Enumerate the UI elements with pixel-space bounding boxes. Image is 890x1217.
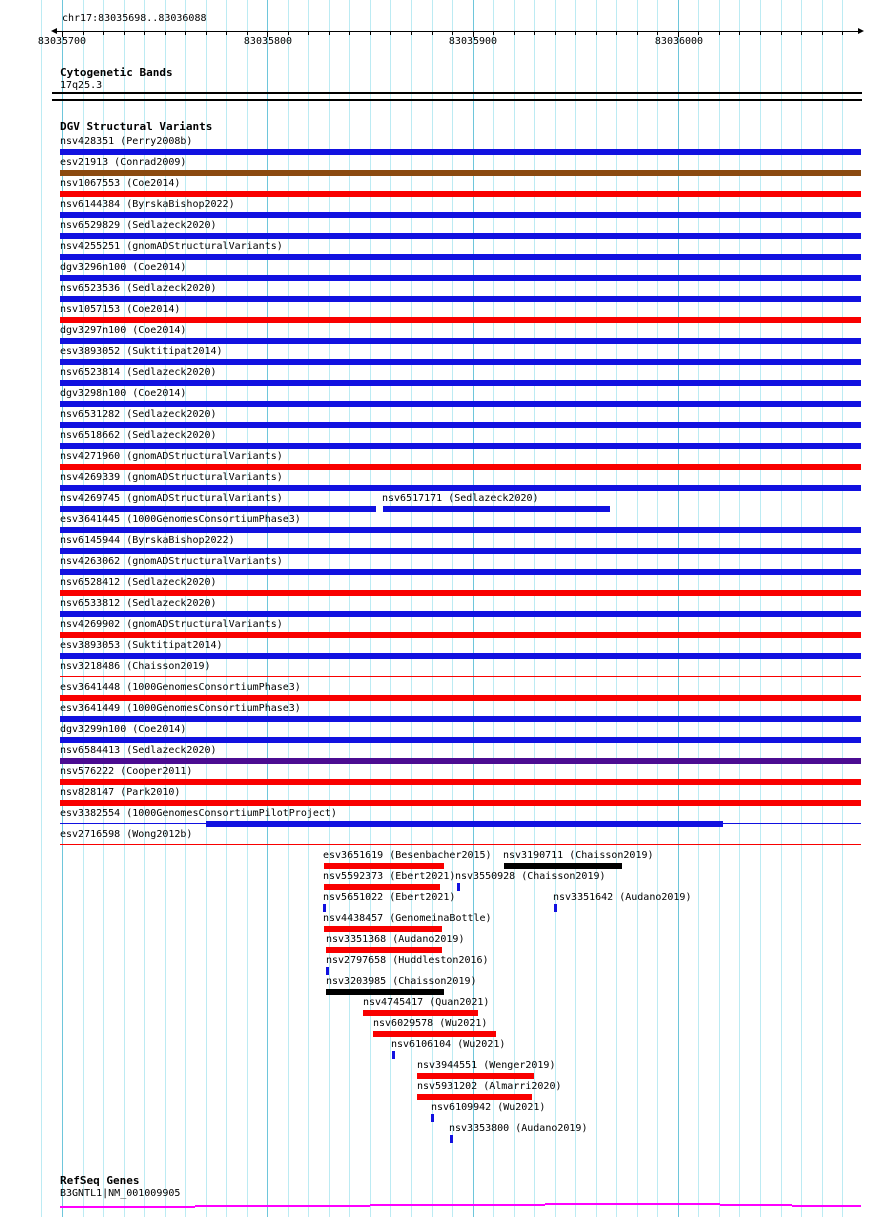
variant-label[interactable]: esv3893052 (Suktitipat2014) bbox=[60, 346, 223, 357]
gridline-minor bbox=[247, 0, 248, 1217]
variant-label[interactable]: dgv3298n100 (Coe2014) bbox=[60, 388, 187, 399]
variant-bar[interactable] bbox=[60, 191, 861, 197]
variant-bar[interactable] bbox=[60, 380, 861, 386]
gridline-minor bbox=[288, 0, 289, 1217]
variant-bar[interactable] bbox=[554, 904, 557, 912]
variant-bar[interactable] bbox=[431, 1114, 434, 1122]
gridline-minor bbox=[781, 0, 782, 1217]
gene-line-segment[interactable] bbox=[720, 1204, 792, 1206]
variant-bar[interactable] bbox=[60, 737, 861, 743]
variant-bar[interactable] bbox=[60, 443, 861, 449]
variant-label[interactable]: esv3641448 (1000GenomesConsortiumPhase3) bbox=[60, 682, 301, 693]
variant-bar[interactable] bbox=[324, 926, 442, 932]
ruler-tick-mark bbox=[308, 31, 309, 35]
ruler-tick-mark bbox=[739, 31, 740, 35]
variant-label[interactable]: nsv6109942 (Wu2021) bbox=[431, 1102, 546, 1113]
ruler-tick-mark bbox=[842, 31, 843, 35]
ruler-tick-mark bbox=[781, 31, 782, 35]
variant-bar[interactable] bbox=[60, 611, 861, 617]
ruler-tick-mark bbox=[411, 31, 412, 35]
variant-bar[interactable] bbox=[60, 800, 861, 806]
variant-bar[interactable] bbox=[323, 904, 326, 912]
refseq-genes-heading: RefSeq Genes bbox=[60, 1174, 140, 1187]
variant-label[interactable]: nsv3550928 (Chaisson2019) bbox=[455, 871, 606, 882]
gridline-minor bbox=[370, 0, 371, 1217]
ruler-tick-mark bbox=[514, 31, 515, 35]
variant-label[interactable]: nsv3944551 (Wenger2019) bbox=[417, 1060, 556, 1071]
variant-label[interactable]: nsv5931202 (Almarri2020) bbox=[417, 1081, 562, 1092]
variant-label[interactable]: nsv4269745 (gnomADStructuralVariants) bbox=[60, 493, 283, 504]
gridline-minor bbox=[822, 0, 823, 1217]
ruler-tick-mark bbox=[637, 31, 638, 35]
gridline-minor bbox=[514, 0, 515, 1217]
gridline-minor bbox=[637, 0, 638, 1217]
variant-bar[interactable] bbox=[324, 863, 444, 869]
variant-bar[interactable] bbox=[504, 863, 622, 869]
gridline-minor bbox=[698, 0, 699, 1217]
gridline-minor bbox=[575, 0, 576, 1217]
ruler-tick-mark bbox=[144, 31, 145, 35]
variant-label[interactable]: nsv3203985 (Chaisson2019) bbox=[326, 976, 477, 987]
variant-bar[interactable] bbox=[60, 254, 861, 260]
cytoband-rect[interactable] bbox=[52, 92, 862, 101]
ruler-tick-mark bbox=[329, 31, 330, 35]
variant-bar[interactable] bbox=[363, 1010, 478, 1016]
ruler-tick-mark bbox=[432, 31, 433, 35]
ruler-right-arrow-icon bbox=[858, 28, 864, 34]
variant-bar[interactable] bbox=[60, 779, 861, 785]
ruler-tick-mark bbox=[555, 31, 556, 35]
variant-label[interactable]: nsv6106104 (Wu2021) bbox=[391, 1039, 506, 1050]
variant-label[interactable]: esv3641445 (1000GenomesConsortiumPhase3) bbox=[60, 514, 301, 525]
variant-bar[interactable] bbox=[457, 883, 460, 891]
gridline-minor bbox=[719, 0, 720, 1217]
variant-label[interactable]: nsv6523814 (Sedlazeck2020) bbox=[60, 367, 217, 378]
variant-bar[interactable] bbox=[60, 527, 861, 533]
ruler-tick-mark bbox=[452, 31, 453, 35]
variant-bar[interactable] bbox=[60, 149, 861, 155]
variant-label[interactable]: nsv6531282 (Sedlazeck2020) bbox=[60, 409, 217, 420]
gridline-minor bbox=[842, 0, 843, 1217]
ruler-tick-mark bbox=[226, 31, 227, 35]
variant-bar[interactable] bbox=[60, 317, 861, 323]
ruler-position-label: 83035800 bbox=[243, 36, 293, 47]
variant-label[interactable]: nsv4255251 (gnomADStructuralVariants) bbox=[60, 241, 283, 252]
cytogenetic-bands-heading: Cytogenetic Bands bbox=[60, 66, 173, 79]
variant-bar[interactable] bbox=[60, 485, 861, 491]
gridline-minor bbox=[801, 0, 802, 1217]
ruler-tick-mark bbox=[124, 31, 125, 35]
variant-bar[interactable] bbox=[392, 1051, 395, 1059]
variant-label[interactable]: nsv3190711 (Chaisson2019) bbox=[503, 850, 654, 861]
gridline-minor bbox=[349, 0, 350, 1217]
ruler-tick-mark bbox=[390, 31, 391, 35]
gridline-minor bbox=[616, 0, 617, 1217]
variant-bar[interactable] bbox=[60, 716, 861, 722]
variant-label[interactable]: nsv4438457 (GenomeinaBottle) bbox=[323, 913, 492, 924]
variant-label[interactable]: nsv4269902 (gnomADStructuralVariants) bbox=[60, 619, 283, 630]
variant-label[interactable]: nsv1057153 (Coe2014) bbox=[60, 304, 181, 315]
gridline-minor bbox=[739, 0, 740, 1217]
variant-bar[interactable] bbox=[206, 821, 723, 827]
variant-label[interactable]: nsv6517171 (Sedlazeck2020) bbox=[382, 493, 539, 504]
variant-label[interactable]: nsv4745417 (Quan2021) bbox=[363, 997, 490, 1008]
variant-label[interactable]: nsv5651022 (Ebert2021) bbox=[323, 892, 456, 903]
variant-label[interactable]: esv3382554 (1000GenomesConsortiumPilotProject) bbox=[60, 808, 337, 819]
variant-bar[interactable] bbox=[60, 401, 861, 407]
variant-bar[interactable] bbox=[60, 464, 861, 470]
ruler-tick-mark bbox=[760, 31, 761, 35]
variant-bar[interactable] bbox=[326, 967, 329, 975]
ruler-tick-mark bbox=[103, 31, 104, 35]
variant-bar[interactable] bbox=[60, 506, 376, 512]
gene-line-segment[interactable] bbox=[195, 1205, 370, 1207]
variant-bar[interactable] bbox=[60, 653, 861, 659]
variant-label[interactable]: nsv6518662 (Sedlazeck2020) bbox=[60, 430, 217, 441]
gridline-minor bbox=[226, 0, 227, 1217]
variant-bar[interactable] bbox=[60, 233, 861, 239]
variant-label[interactable]: nsv2797658 (Huddleston2016) bbox=[326, 955, 489, 966]
variant-label[interactable]: nsv428351 (Perry2008b) bbox=[60, 136, 193, 147]
ruler-tick-mark bbox=[349, 31, 350, 35]
variant-label[interactable]: esv21913 (Conrad2009) bbox=[60, 157, 187, 168]
variant-label[interactable]: nsv6529829 (Sedlazeck2020) bbox=[60, 220, 217, 231]
variant-label[interactable]: nsv5592373 (Ebert2021) bbox=[323, 871, 456, 882]
cytoband-label[interactable]: 17q25.3 bbox=[60, 80, 103, 91]
variant-label[interactable]: nsv6533812 (Sedlazeck2020) bbox=[60, 598, 217, 609]
position-title: chr17:83035698..83036088 bbox=[62, 13, 207, 24]
gene-line-segment[interactable] bbox=[792, 1205, 861, 1207]
gridline-minor bbox=[657, 0, 658, 1217]
variant-bar[interactable] bbox=[60, 844, 861, 845]
variant-bar[interactable] bbox=[60, 422, 861, 428]
ruler-tick-mark bbox=[83, 31, 84, 35]
variant-bar[interactable] bbox=[60, 338, 861, 344]
variant-label[interactable]: nsv828147 (Park2010) bbox=[60, 787, 181, 798]
gridline-major bbox=[267, 0, 268, 1217]
gene-line-segment[interactable] bbox=[60, 1206, 195, 1208]
variant-label[interactable]: nsv576222 (Cooper2011) bbox=[60, 766, 193, 777]
ruler-tick-mark bbox=[801, 31, 802, 35]
ruler-tick-mark bbox=[719, 31, 720, 35]
ruler-tick-mark bbox=[596, 31, 597, 35]
gridline-minor bbox=[596, 0, 597, 1217]
ruler-tick-mark bbox=[575, 31, 576, 35]
gridline-minor bbox=[41, 0, 42, 1217]
variant-label[interactable]: nsv4271960 (gnomADStructuralVariants) bbox=[60, 451, 283, 462]
variant-label[interactable]: nsv3353800 (Audano2019) bbox=[449, 1123, 588, 1134]
variant-label[interactable]: nsv6144384 (ByrskaBishop2022) bbox=[60, 199, 235, 210]
gridline-minor bbox=[555, 0, 556, 1217]
variant-bar[interactable] bbox=[60, 695, 861, 701]
variant-label[interactable]: nsv6584413 (Sedlazeck2020) bbox=[60, 745, 217, 756]
variant-bar[interactable] bbox=[60, 569, 861, 575]
ruler-tick-mark bbox=[493, 31, 494, 35]
variant-label[interactable]: nsv6029578 (Wu2021) bbox=[373, 1018, 488, 1029]
variant-label[interactable]: nsv6523536 (Sedlazeck2020) bbox=[60, 283, 217, 294]
variant-bar[interactable] bbox=[373, 1031, 496, 1037]
variant-label[interactable]: nsv3218486 (Chaisson2019) bbox=[60, 661, 211, 672]
dgv-structural-variants-heading: DGV Structural Variants bbox=[60, 120, 213, 133]
refseq-gene-label[interactable]: B3GNTL1|NM_001009905 bbox=[60, 1188, 181, 1199]
variant-bar[interactable] bbox=[60, 359, 861, 365]
ruler-tick-mark bbox=[370, 31, 371, 35]
variant-label[interactable]: esv3893053 (Suktitipat2014) bbox=[60, 640, 223, 651]
variant-label[interactable]: nsv1067553 (Coe2014) bbox=[60, 178, 181, 189]
variant-label[interactable]: nsv4263062 (gnomADStructuralVariants) bbox=[60, 556, 283, 567]
variant-label[interactable]: nsv4269339 (gnomADStructuralVariants) bbox=[60, 472, 283, 483]
variant-bar[interactable] bbox=[60, 212, 861, 218]
gridline-minor bbox=[534, 0, 535, 1217]
ruler-position-label: 83036000 bbox=[654, 36, 704, 47]
variant-label[interactable]: esv3651619 (Besenbacher2015) bbox=[323, 850, 492, 861]
ruler-position-label: 83035900 bbox=[448, 36, 498, 47]
variant-bar[interactable] bbox=[60, 275, 861, 281]
variant-bar[interactable] bbox=[324, 884, 440, 890]
variant-label[interactable]: dgv3296n100 (Coe2014) bbox=[60, 262, 187, 273]
variant-bar[interactable] bbox=[60, 590, 861, 596]
variant-label[interactable]: dgv3297n100 (Coe2014) bbox=[60, 325, 187, 336]
ruler-tick-mark bbox=[534, 31, 535, 35]
variant-bar[interactable] bbox=[326, 989, 444, 995]
variant-bar[interactable] bbox=[326, 947, 442, 953]
variant-label[interactable]: nsv6145944 (ByrskaBishop2022) bbox=[60, 535, 235, 546]
variant-label[interactable]: dgv3299n100 (Coe2014) bbox=[60, 724, 187, 735]
gridline-minor bbox=[329, 0, 330, 1217]
variant-bar[interactable] bbox=[60, 758, 861, 764]
variant-bar[interactable] bbox=[417, 1073, 534, 1079]
variant-bar[interactable] bbox=[417, 1094, 532, 1100]
variant-label[interactable]: esv3641449 (1000GenomesConsortiumPhase3) bbox=[60, 703, 301, 714]
gene-line-segment[interactable] bbox=[545, 1203, 720, 1205]
variant-bar[interactable] bbox=[60, 296, 861, 302]
variant-bar[interactable] bbox=[60, 632, 861, 638]
ruler-line bbox=[57, 31, 858, 32]
ruler-tick-mark bbox=[616, 31, 617, 35]
gridline-major bbox=[678, 0, 679, 1217]
variant-label[interactable]: nsv3351642 (Audano2019) bbox=[553, 892, 692, 903]
ruler-left-arrow-icon bbox=[51, 28, 57, 34]
variant-bar[interactable] bbox=[60, 170, 861, 176]
ruler-tick-mark bbox=[206, 31, 207, 35]
variant-bar[interactable] bbox=[60, 676, 861, 677]
variant-bar[interactable] bbox=[60, 548, 861, 554]
ruler-position-label: 83035700 bbox=[37, 36, 87, 47]
variant-label[interactable]: esv2716598 (Wong2012b) bbox=[60, 829, 193, 840]
variant-label[interactable]: nsv3351368 (Audano2019) bbox=[326, 934, 465, 945]
ruler-tick-mark bbox=[247, 31, 248, 35]
ruler-tick-mark bbox=[185, 31, 186, 35]
ruler-tick-mark bbox=[822, 31, 823, 35]
variant-bar[interactable] bbox=[383, 506, 610, 512]
variant-label[interactable]: nsv6528412 (Sedlazeck2020) bbox=[60, 577, 217, 588]
ruler-tick-mark bbox=[657, 31, 658, 35]
gridline-minor bbox=[760, 0, 761, 1217]
gene-line-segment[interactable] bbox=[370, 1204, 545, 1206]
gridline-minor bbox=[308, 0, 309, 1217]
ruler-tick-mark bbox=[165, 31, 166, 35]
ruler-tick-mark bbox=[698, 31, 699, 35]
variant-bar[interactable] bbox=[450, 1135, 453, 1143]
ruler-tick-mark bbox=[288, 31, 289, 35]
